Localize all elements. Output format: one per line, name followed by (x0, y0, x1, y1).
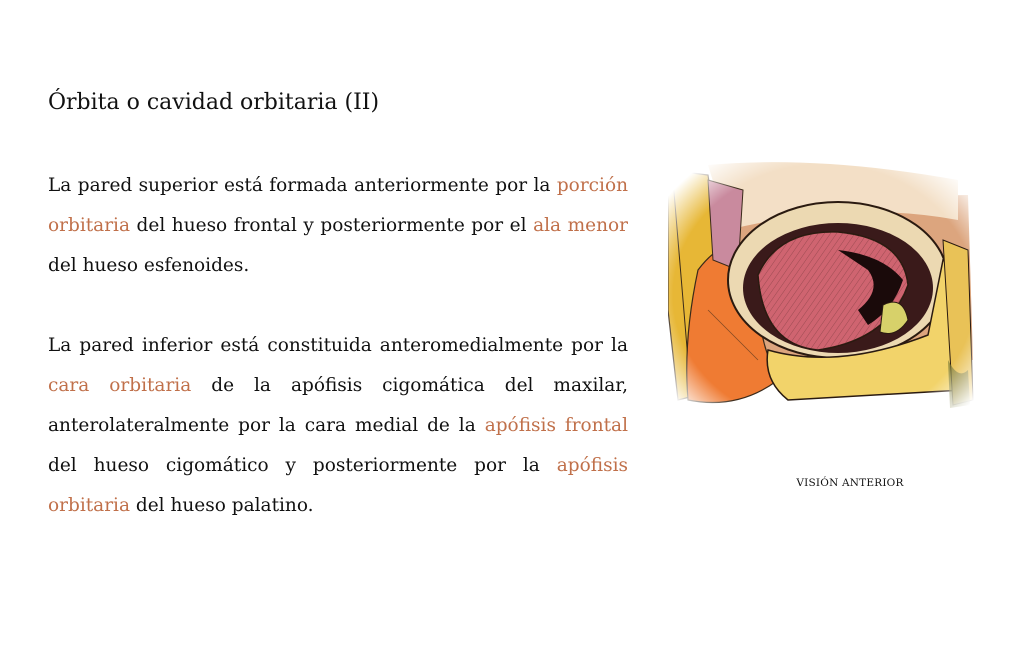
text-span: del hueso palatino. (130, 495, 314, 516)
term-apofisis-frontal: apófisis frontal (484, 415, 628, 436)
text-span: del hueso cigomático y posteriormente por la (48, 455, 557, 476)
term-ala-menor: ala menor (533, 215, 628, 236)
paragraph-superior-wall (48, 166, 628, 286)
text-span: La pared superior está formada anteriormente por la (48, 175, 557, 196)
term-porcion-orbitaria: porción orbitaria (48, 175, 628, 236)
page-title: Órbita o cavidad orbitaria (II) (48, 90, 380, 115)
orbit-illustration (668, 160, 980, 430)
term-cara-orbitaria: cara orbitaria (48, 375, 192, 396)
orbit-anatomy-drawing (668, 160, 980, 430)
body-text (48, 166, 628, 566)
text-span: del hueso esfenoides. (48, 255, 250, 276)
text-span: La pared inferior está constituida anteromedialmente por la (48, 335, 628, 356)
paragraph-inferior-wall (48, 326, 628, 526)
term-apofisis-orbitaria: apófisis orbitaria (48, 455, 628, 516)
text-span: del hueso frontal y posteriormente por el (130, 215, 534, 236)
text-span: de la apófisis cigomática del maxilar, anterolateralmente por la cara medial de la (48, 375, 628, 436)
figure-caption: VISIÓN ANTERIOR (796, 477, 904, 489)
